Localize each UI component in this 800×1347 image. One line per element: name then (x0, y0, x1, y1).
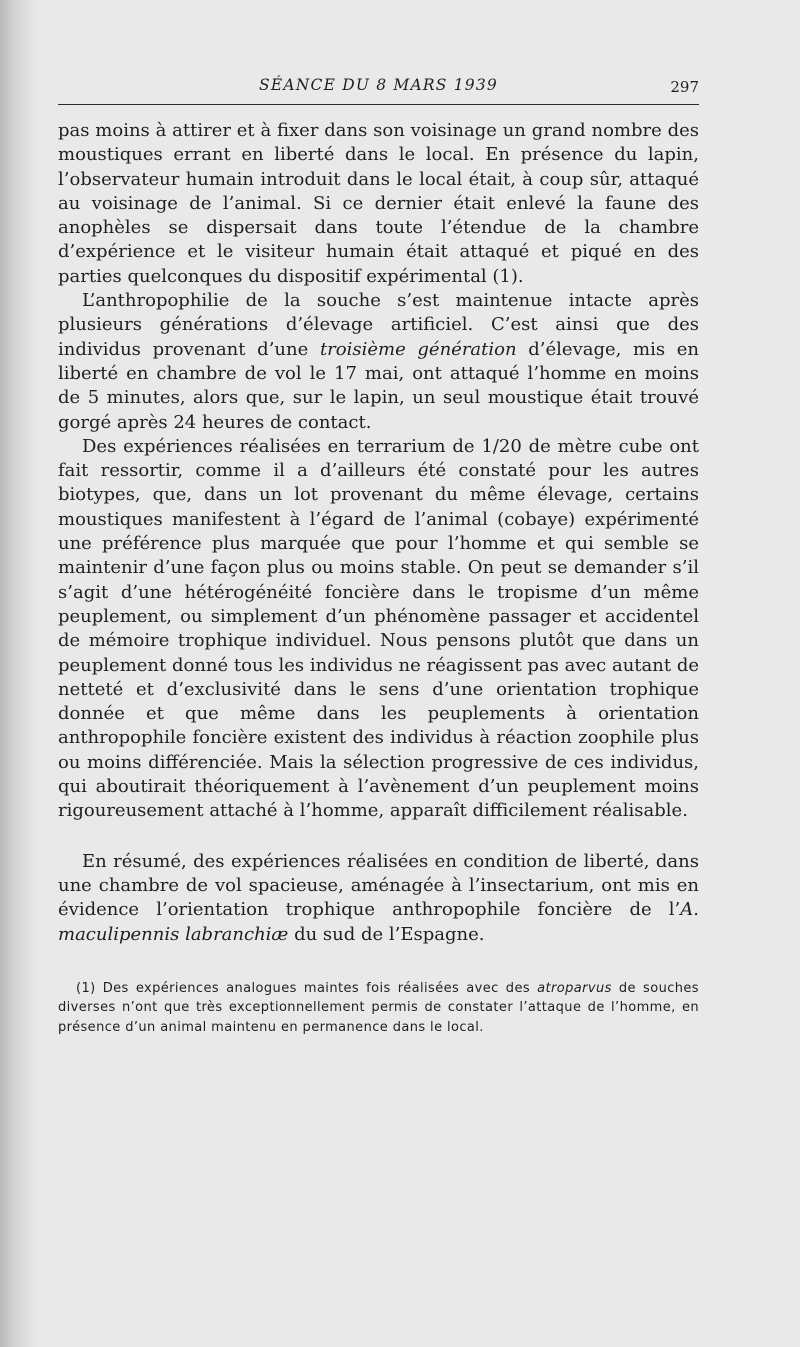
summary-paragraph (58, 850, 699, 947)
running-header (58, 70, 699, 105)
footnote-text-end: de souches diverses n’ont que très exceptionnellement permis de constater l’attaque de l’homme, en présence d’un animal maintenu en permanence dans le local. (58, 980, 699, 1035)
paragraph-terrarium: Des expériences réalisées en terrarium de 1/20 de mètre cube ont fait ressortir, comme il a d’ailleurs été constaté pour les autres biotypes, que, dans un lot provenant du même élevage, certains moustiques manifestent à l’égard de l’animal (cobaye) expérimenté une préférence plus marquée que pour l’homme et qui semble se maintenir d’une façon plus ou moins stable. On peut se demander s’il s’agit d’une hétérogénéité foncière dans le tropisme d’un même peuplement, ou simplement d’un phénomène passager et accidentel de mémoire trophique individuel. Nous pensons plutôt que dans un peuplement donné tous les individus ne réagissent pas avec autant de netteté et d’exclusivité dans le sens d’une orientation trophique donnée et que même dans les peuplements à orientation anthropophile foncière existent des individus à réaction zoophile plus ou moins différenciée. Mais la sélection progressive de ces individus, qui aboutirait théoriquement à l’avènement d’un peuplement moins rigoureusement attaché à l’homme, apparaît difficilement réalisable. (58, 435, 699, 822)
summary-text-start: En résumé, des expériences réalisées en condition de liberté, dans une chambre de vol spacieuse, aménagée à l’insectarium, ont mis en évidence l’orientation trophique anthropophile foncière de l’ (58, 850, 699, 921)
paragraph-2-text-start: L’anthropophilie de la souche s’est maintenue intacte après plusieurs générations d’élevage artificiel. C’est ainsi que des individus provenant d’une (58, 290, 699, 360)
page-number: 297 (670, 78, 699, 96)
summary-text-end: du sud de l’Espagne. (288, 923, 485, 945)
species-name: A. maculipennis labranchiæ (58, 899, 699, 945)
footnote (58, 979, 699, 1038)
footnote-italic: atroparvus (537, 980, 612, 996)
paragraph-continued: pas moins à attirer et à fixer dans son voisinage un grand nombre des moustiques errant en liberté dans le local. En présence du lapin, l’observateur humain introduit dans le local était, à coup sûr, attaqué au voisinage de l’animal. Si ce dernier était enlevé la faune des anophèles se dispersait dans toute l’étendue de la chambre d’expérience et le visiteur humain était attaqué et piqué en des parties quelconques du dispositif expérimental (1). (58, 120, 699, 287)
scan-binding-shadow (0, 0, 38, 1347)
italic-phrase: troisième génération (319, 338, 517, 360)
paragraph-2-text-end: d’élevage, mis en liberté en chambre de vol le 17 mai, ont attaqué l’homme en moins de 5 minutes, alors que, sur le lapin, un seul moustique était trouvé gorgé après 24 heures de contact. (58, 338, 700, 433)
body-text (58, 119, 699, 947)
book-page (58, 70, 699, 1038)
paragraph-anthropophilie (58, 289, 699, 435)
paragraph-gap (58, 824, 699, 850)
running-title: SÉANCE DU 8 MARS 1939 (259, 76, 498, 94)
footnote-text-start: (1) Des expériences analogues maintes fois réalisées avec des (76, 980, 538, 996)
